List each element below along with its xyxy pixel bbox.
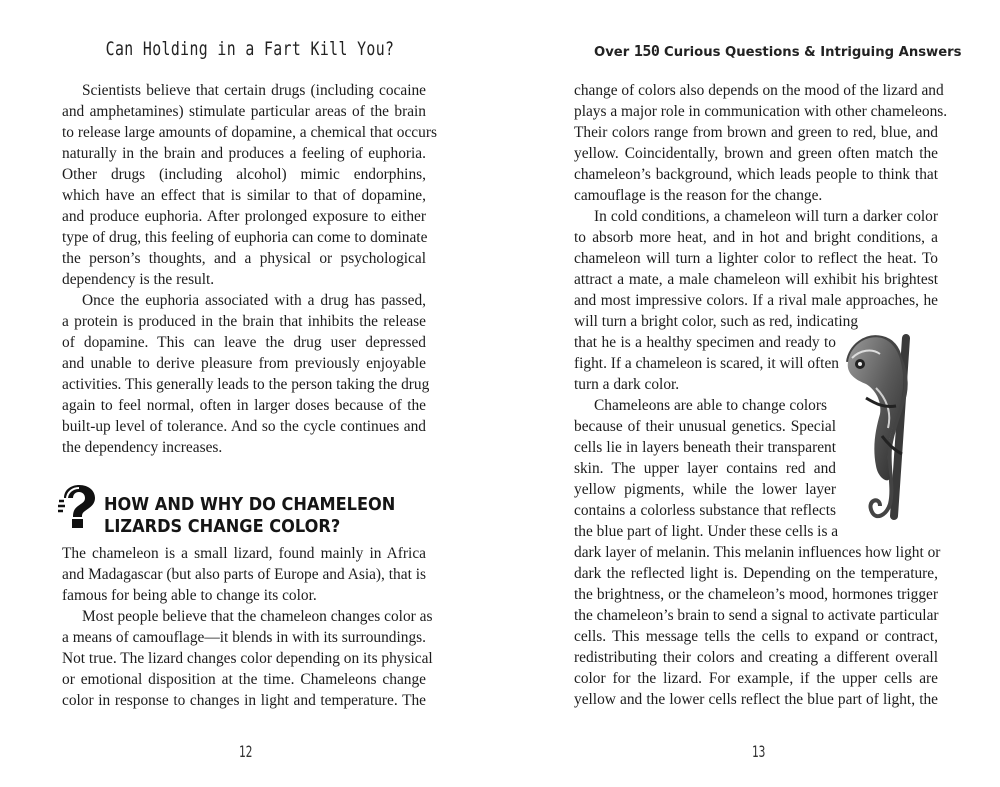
text-line: change of colors also depends on the mood of the lizard and	[574, 82, 944, 99]
text-line: that he is a healthy specimen and ready to	[574, 334, 836, 351]
text-line: the chameleon’s brain to send a signal to activate particular	[574, 607, 939, 624]
running-head-number: 150	[633, 42, 660, 60]
text-line: cells. This message tells the cells to expand or contract,	[574, 628, 938, 645]
text-line: the blue part of light. Under these cells is a	[574, 523, 839, 540]
text-line: the brightness, or the chameleon’s mood, hormones trigger	[574, 586, 938, 603]
text-line: dark the reflected light is. Depending on the temperature,	[574, 565, 938, 582]
text-line: camouflage is the reason for the change.	[574, 187, 823, 204]
text-line: to release large amounts of dopamine, a chemical that occurs	[62, 124, 437, 141]
running-head-book-title: Can Holding in a Fart Kill You?	[105, 38, 395, 60]
text-line: plays a major role in communication with other chameleons.	[574, 103, 948, 120]
text-line: and Madagascar (but also parts of Europe and Asia), that is	[62, 566, 426, 583]
text-line: and unable to derive pleasure from previously enjoyable	[62, 355, 426, 372]
page-number-right: 13	[751, 742, 766, 761]
text-line: a protein is produced in the brain that inhibits the release	[62, 313, 426, 330]
text-line: turn a dark color.	[574, 376, 680, 393]
text-line: Other drugs (including alcohol) mimic endorphins,	[62, 166, 426, 183]
text-line: famous for being able to change its color.	[62, 587, 317, 604]
text-line: because of their unusual genetics. Special	[574, 418, 836, 435]
text-line: and amphetamines) stimulate particular areas of the brain	[62, 103, 426, 120]
running-head-post: Curious Questions & Intriguing Answers	[659, 45, 962, 60]
chameleon-image	[836, 328, 940, 526]
text-line: again to feel normal, often in larger doses because of the	[62, 397, 426, 414]
text-line: the dependency increases.	[62, 439, 223, 456]
running-head-book-subtitle	[594, 42, 962, 60]
text-line: yellow and the lower cells reflect the blue part of light, the	[574, 691, 938, 708]
text-line: dependency is the result.	[62, 271, 215, 288]
text-line: Not true. The lizard changes color depending on its physical	[62, 650, 433, 667]
text-line: and most impressive colors. If a rival male approaches, he	[574, 292, 938, 309]
text-line: and produce euphoria. After prolonged exposure to either	[62, 208, 426, 225]
text-line: chameleon’s background, which leads people to think that	[574, 166, 938, 183]
text-line: skin. The upper layer contains red and	[574, 460, 836, 477]
text-line: to absorb more heat, and in hot and bright conditions, a	[574, 229, 938, 246]
running-head-pre: Over	[594, 45, 634, 60]
text-line: yellow. Coincidentally, brown and green often match the	[574, 145, 938, 162]
text-line: Their colors range from brown and green to red, blue, and	[574, 124, 938, 141]
text-line: a means of camouflage—it blends in with its surroundings.	[62, 629, 426, 646]
text-line: In cold conditions, a chameleon will turn a darker color	[594, 208, 938, 225]
text-line: Chameleons are able to change colors	[594, 397, 827, 414]
question-mark-icon	[56, 484, 100, 530]
text-line: of dopamine. This can leave the drug user depressed	[62, 334, 426, 351]
text-line: Most people believe that the chameleon changes color as	[82, 608, 433, 625]
text-line: the person’s thoughts, and a physical or psychological	[62, 250, 426, 267]
question-heading-line-1: HOW AND WHY DO CHAMELEON	[104, 495, 396, 515]
text-line: dark layer of melanin. This melanin influences how light or	[574, 544, 941, 561]
text-line: fight. If a chameleon is scared, it will often	[574, 355, 839, 372]
text-line: cells lie in layers beneath their transparent	[574, 439, 836, 456]
text-line: chameleon will turn a lighter color to reflect the heat. To	[574, 250, 938, 267]
right-page	[500, 0, 1000, 787]
text-line: or emotional disposition at the time. Chameleons change	[62, 671, 426, 688]
text-line: contains a colorless substance that reflects	[574, 502, 836, 519]
text-line: color for the lizard. For example, if the upper cells are	[574, 670, 938, 687]
text-line: built-up level of tolerance. And so the cycle continues and	[62, 418, 426, 435]
text-line: will turn a bright color, such as red, indicating	[574, 313, 859, 330]
text-line: Once the euphoria associated with a drug has passed,	[82, 292, 426, 309]
text-line: activities. This generally leads to the person taking the drug	[62, 376, 430, 393]
text-line: yellow pigments, while the lower layer	[574, 481, 836, 498]
question-heading-line-2: LIZARDS CHANGE COLOR?	[104, 517, 341, 537]
text-line: The chameleon is a small lizard, found mainly in Africa	[62, 545, 426, 562]
text-line: Scientists believe that certain drugs (including cocaine	[82, 82, 426, 99]
text-line: color in response to changes in light and temperature. The	[62, 692, 426, 709]
text-line: type of drug, this feeling of euphoria can come to dominate	[62, 229, 428, 246]
page-number-left: 12	[238, 742, 253, 761]
text-line: redistributing their colors and creating a different overall	[574, 649, 938, 666]
text-line: attract a mate, a male chameleon will exhibit his brightest	[574, 271, 938, 288]
text-line: naturally in the brain and produces a feeling of euphoria.	[62, 145, 426, 162]
text-line: which have an effect that is similar to that of dopamine,	[62, 187, 426, 204]
